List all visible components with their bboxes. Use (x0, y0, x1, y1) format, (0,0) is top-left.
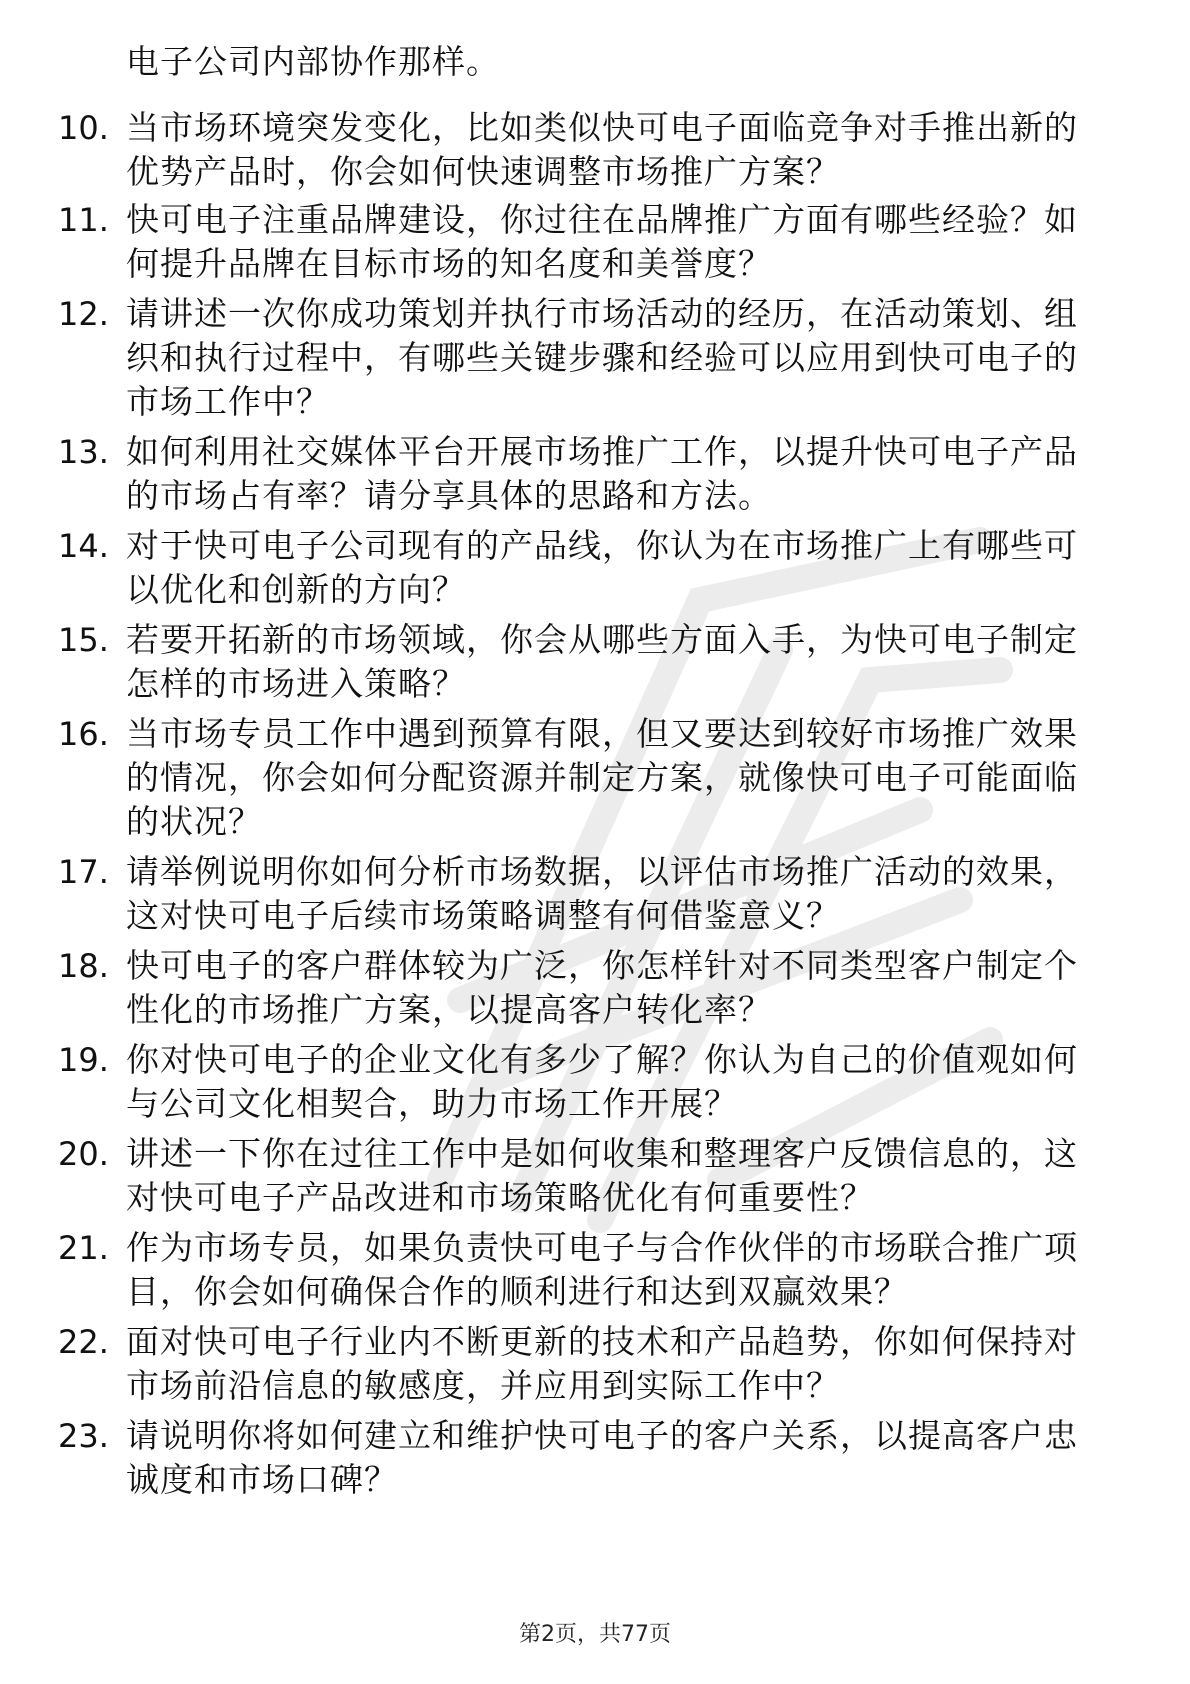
question-text-line: 的市场占有率？请分享具体的思路和方法。 (126, 476, 772, 515)
question-text-line: 当市场环境突发变化，比如类似快可电子面临竞争对手推出新的 (126, 108, 1078, 147)
question-text-line: 与公司文化相契合，助力市场工作开展？ (126, 1084, 738, 1123)
question-text-line: 面对快可电子行业内不断更新的技术和产品趋势，你如何保持对 (126, 1322, 1078, 1361)
question-text-line: 当市场专员工作中遇到预算有限，但又要达到较好市场推广效果 (126, 714, 1078, 753)
question-text-line: 织和执行过程中，有哪些关键步骤和经验可以应用到快可电子的 (126, 338, 1078, 377)
question-text-line: 对于快可电子公司现有的产品线，你认为在市场推广上有哪些可 (126, 526, 1078, 565)
question-text-line: 你对快可电子的企业文化有多少了解？你认为自己的价值观如何 (126, 1040, 1078, 1079)
question-text-line: 作为市场专员，如果负责快可电子与合作伙伴的市场联合推广项 (126, 1228, 1078, 1267)
question-number: 15. (58, 621, 109, 659)
question-text-line: 市场工作中？ (126, 382, 330, 421)
question-text-line: 市场前沿信息的敏感度，并应用到实际工作中？ (126, 1366, 840, 1405)
question-number: 13. (58, 433, 109, 471)
question-text-line: 以优化和创新的方向？ (126, 570, 466, 609)
question-text-line: 请说明你将如何建立和维护快可电子的客户关系，以提高客户忠 (126, 1416, 1078, 1455)
question-text-line: 目，你会如何确保合作的顺利进行和达到双赢效果？ (126, 1272, 908, 1311)
question-text-line: 怎样的市场进入策略？ (126, 664, 466, 703)
continuation-text: 电子公司内部协作那样。 (126, 42, 500, 81)
page-number-footer: 第2页，共77页 (519, 1622, 671, 1647)
question-text-line: 快可电子的客户群体较为广泛，你怎样针对不同类型客户制定个 (126, 946, 1078, 985)
question-text-line: 讲述一下你在过往工作中是如何收集和整理客户反馈信息的，这 (126, 1134, 1078, 1173)
question-text-line: 这对快可电子后续市场策略调整有何借鉴意义？ (126, 896, 840, 935)
question-number: 21. (58, 1229, 109, 1267)
question-number: 16. (58, 715, 109, 753)
question-text-line: 性化的市场推广方案，以提高客户转化率？ (126, 990, 772, 1029)
question-text-line: 请讲述一次你成功策划并执行市场活动的经历，在活动策划、组 (126, 294, 1078, 333)
question-number: 23. (58, 1417, 109, 1455)
question-number: 18. (58, 947, 109, 985)
question-number: 11. (58, 201, 109, 239)
question-text-line: 如何利用社交媒体平台开展市场推广工作，以提升快可电子产品 (126, 432, 1078, 471)
question-text-line: 的状况？ (126, 802, 262, 841)
question-text-line: 诚度和市场口碑？ (126, 1460, 398, 1499)
question-number: 12. (58, 295, 109, 333)
question-number: 22. (58, 1323, 109, 1361)
question-number: 10. (58, 109, 109, 147)
question-text-line: 对快可电子产品改进和市场策略优化有何重要性？ (126, 1178, 874, 1217)
question-text-line: 若要开拓新的市场领域，你会从哪些方面入手，为快可电子制定 (126, 620, 1078, 659)
question-number: 20. (58, 1135, 109, 1173)
question-text-line: 何提升品牌在目标市场的知名度和美誉度？ (126, 244, 772, 283)
question-text-line: 优势产品时，你会如何快速调整市场推广方案？ (126, 152, 840, 191)
question-text-line: 的情况，你会如何分配资源并制定方案，就像快可电子可能面临 (126, 758, 1078, 797)
question-text-line: 快可电子注重品牌建设，你过往在品牌推广方面有哪些经验？如 (126, 200, 1078, 239)
question-text-line: 请举例说明你如何分析市场数据，以评估市场推广活动的效果， (126, 852, 1078, 891)
question-number: 17. (58, 853, 109, 891)
question-number: 14. (58, 527, 109, 565)
question-number: 19. (58, 1041, 109, 1079)
